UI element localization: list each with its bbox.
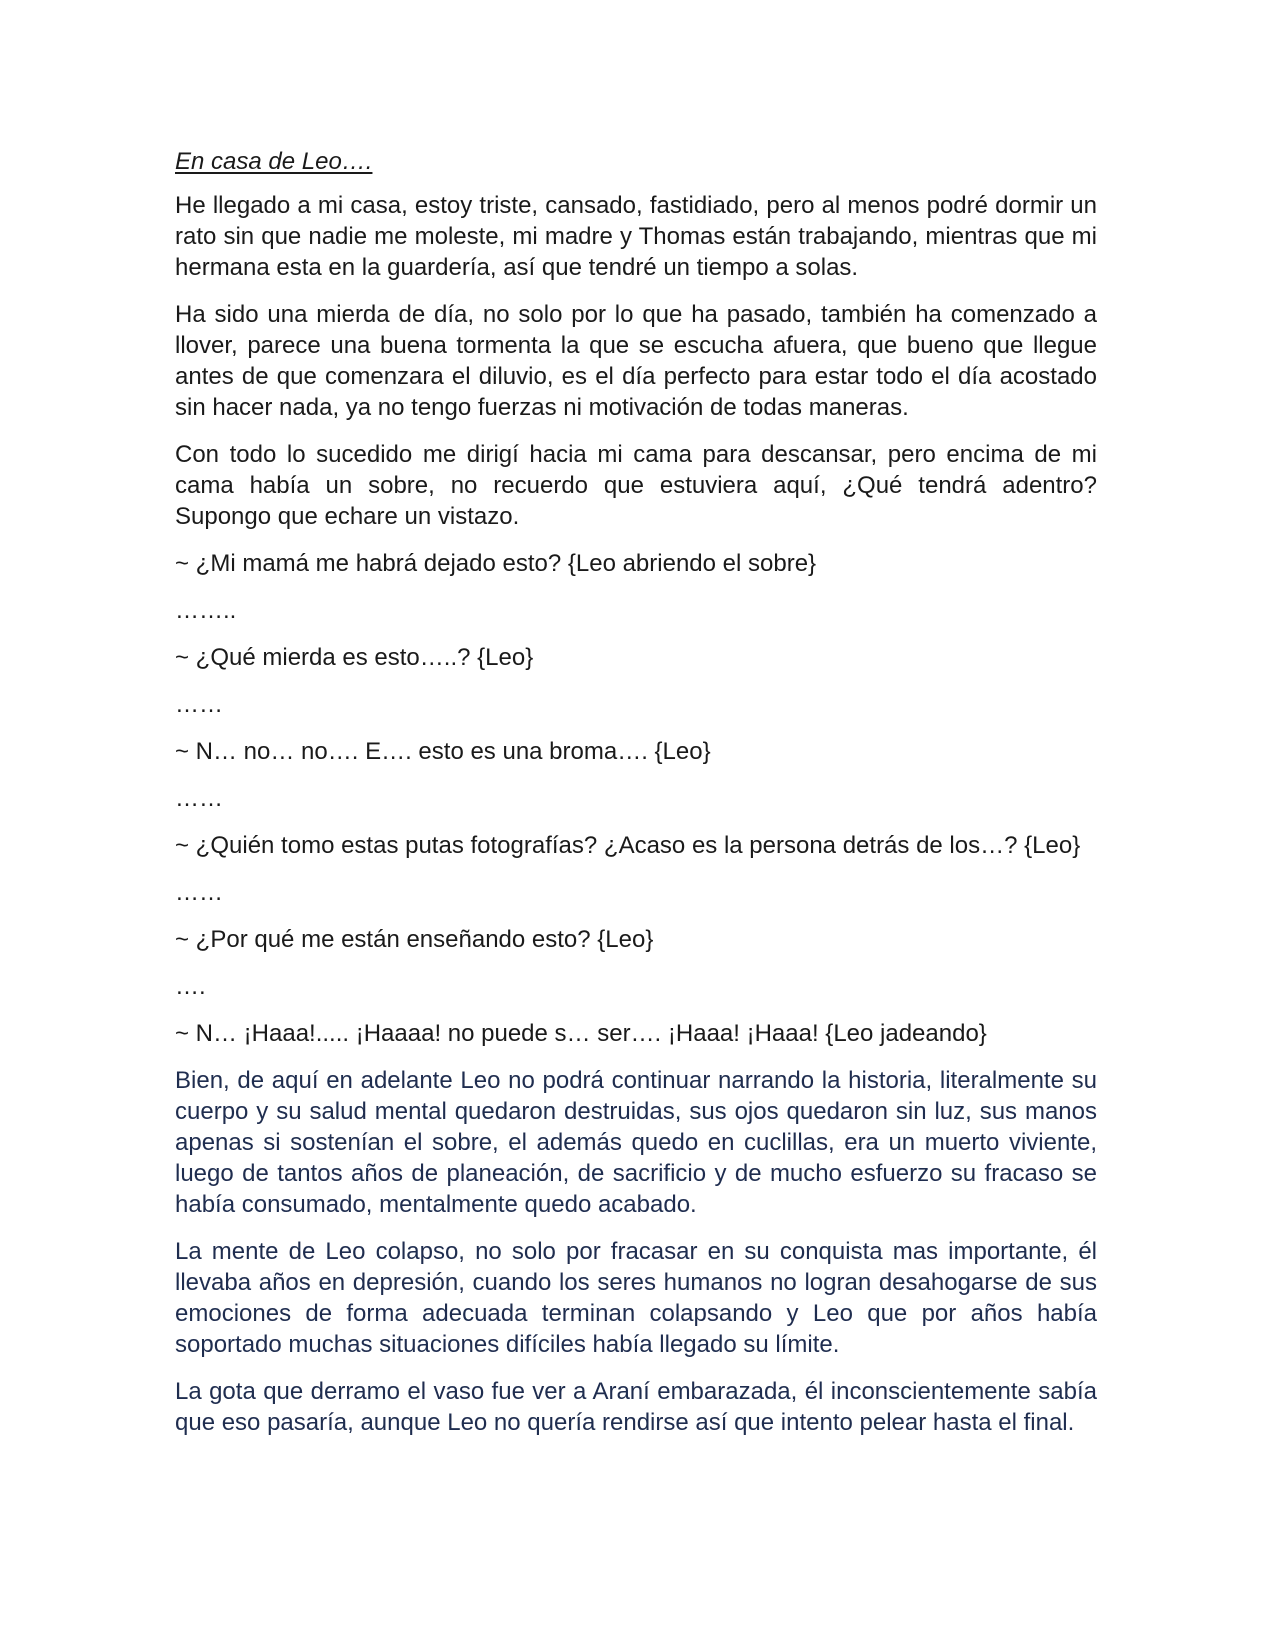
dialogue-line: ~ ¿Quién tomo estas putas fotografías? ¿Acaso es la persona detrás de los…? {Leo} bbox=[175, 832, 1081, 859]
paragraph-storm: Ha sido una mierda de día, no solo por lo que ha pasado, también ha comenzado a llover, parece una buena tormenta la que se escucha afuera, que bueno que llegue antes de que comenzara el diluvio, es el día perfecto para estar todo el día acostado sin hacer nada, ya no tengo fuerzas ni motivación de todas maneras. bbox=[175, 301, 1097, 421]
paragraph-narrator-collapse: Bien, de aquí en adelante Leo no podrá continuar narrando la historia, literalmente su cuerpo y su salud mental quedaron destruidas, sus ojos quedaron sin luz, sus manos apenas si sostenían el sobre, el además quedo en cuclillas, era un muerto viviente, luego de tantos años de planeación, de sacrificio y de mucho esfuerzo su fracaso se había consumado, mentalmente quedo acabado. bbox=[175, 1067, 1097, 1218]
ellipsis-pause: …… bbox=[175, 879, 223, 906]
section-heading: En casa de Leo…. bbox=[175, 148, 373, 175]
dialogue-line: ~ ¿Mi mamá me habrá dejado esto? {Leo abriendo el sobre} bbox=[175, 550, 817, 577]
dialogue-line: ~ N… ¡Haaa!..... ¡Haaaa! no puede s… ser…. ¡Haaa! ¡Haaa! {Leo jadeando} bbox=[175, 1020, 987, 1047]
document-page bbox=[175, 146, 1097, 1454]
ellipsis-pause: …… bbox=[175, 691, 223, 718]
ellipsis-pause: …. bbox=[175, 973, 206, 1000]
paragraph-narrator-depression: La mente de Leo colapso, no solo por fracasar en su conquista mas importante, él llevaba años en depresión, cuando los seres humanos no logran desahogarse de sus emociones de forma adecuada terminan colapsando y Leo que por años había soportado muchas situaciones difíciles había llegado su límite. bbox=[175, 1238, 1097, 1358]
dialogue-line: ~ ¿Qué mierda es esto…..? {Leo} bbox=[175, 644, 534, 671]
dialogue-line: ~ ¿Por qué me están enseñando esto? {Leo} bbox=[175, 926, 654, 953]
dialogue-line: ~ N… no… no…. E…. esto es una broma…. {Leo} bbox=[175, 738, 711, 765]
ellipsis-pause: …… bbox=[175, 785, 223, 812]
paragraph-narrator-final: La gota que derramo el vaso fue ver a Araní embarazada, él inconscientemente sabía que eso pasaría, aunque Leo no quería rendirse así que intento pelear hasta el final. bbox=[175, 1378, 1097, 1436]
paragraph-arrival: He llegado a mi casa, estoy triste, cansado, fastidiado, pero al menos podré dormir un rato sin que nadie me moleste, mi madre y Thomas están trabajando, mientras que mi hermana esta en la guardería, así que tendré un tiempo a solas. bbox=[175, 192, 1097, 281]
ellipsis-pause: …….. bbox=[175, 597, 237, 624]
paragraph-envelope: Con todo lo sucedido me dirigí hacia mi cama para descansar, pero encima de mi cama había un sobre, no recuerdo que estuviera aquí, ¿Qué tendrá adentro? Supongo que echare un vistazo. bbox=[175, 441, 1097, 530]
